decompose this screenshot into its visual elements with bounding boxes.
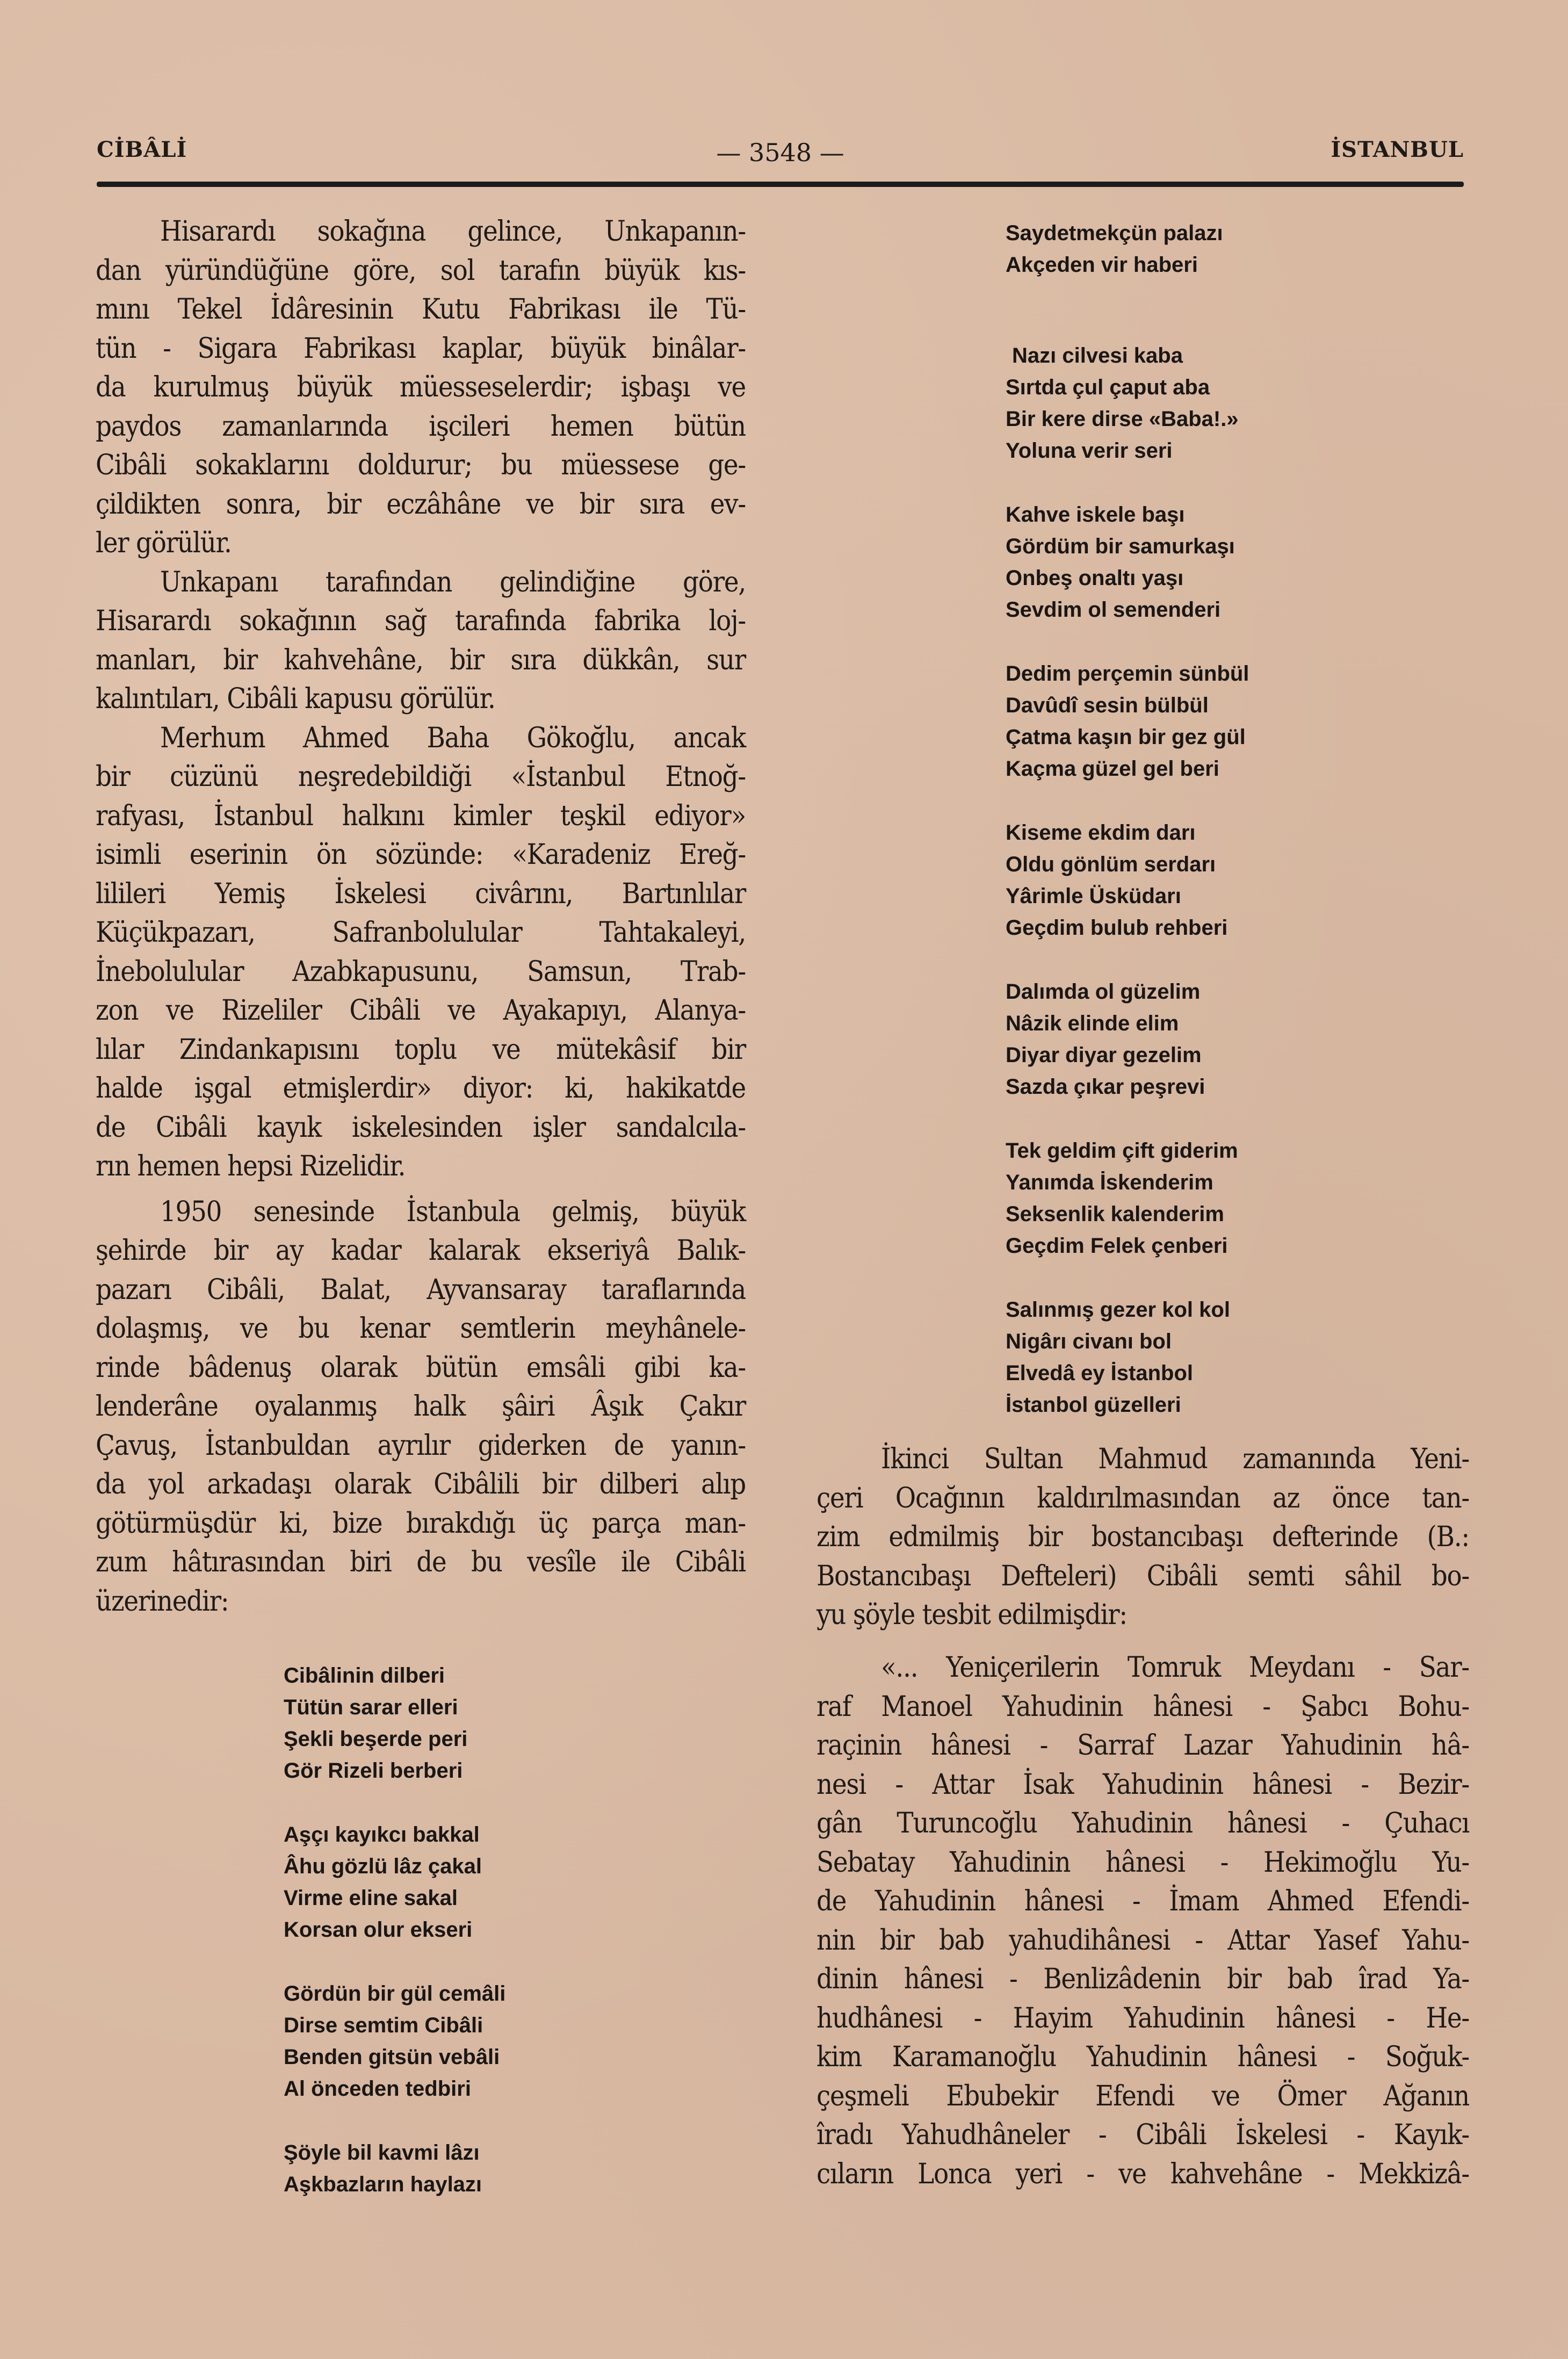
page-number: — 3548 — — [716, 138, 844, 167]
poem-verse: Benden gitsün vebâli — [284, 2045, 500, 2069]
poem-verse: Oldu gönlüm serdarı — [1006, 853, 1216, 876]
text-line: Bostancıbaşı Defteleri) Cibâli semti sâhil bo- — [816, 1560, 1469, 1592]
poem-verse: Elvedâ ey İstanbol — [1006, 1361, 1194, 1385]
text-line: gân Turuncoğlu Yahudinin hânesi - Çuhacı — [816, 1807, 1469, 1839]
poem-verse: Geçdim Felek çenberi — [1006, 1234, 1228, 1258]
paragraph-gokoglu — [96, 719, 746, 1186]
text-line: Çavuş, İstanbuldan ayrılır giderken de yanın- — [96, 1429, 746, 1462]
text-line: rinde bâdenuş olarak bütün emsâli gibi ka- — [96, 1351, 746, 1384]
text-line: «... Yeniçerilerin Tomruk Meydanı - Sar- — [881, 1651, 1469, 1684]
paragraph-asik-cakir — [96, 1193, 746, 1621]
poem-verse: Kaçma güzel gel beri — [1006, 757, 1219, 781]
text-line: raçinin hânesi - Sarraf Lazar Yahudinin hâ- — [816, 1729, 1469, 1762]
text-line: Unkapanı tarafından gelindiğine göre, — [160, 566, 746, 598]
text-line: Hisarardı sokağına gelince, Unkapanın- — [160, 215, 746, 248]
text-line: lılar Zindankapısını toplu ve mütekâsif bir — [96, 1033, 746, 1066]
poem-stanza — [1006, 218, 1249, 281]
text-line: yu şöyle tesbit edilmişdir: — [816, 1599, 1127, 1631]
poem-verse: Diyar diyar gezelim — [1006, 1043, 1202, 1067]
text-line: kim Karamanoğlu Yahudinin hânesi - Soğuk- — [816, 2041, 1469, 2073]
poem-verse: Dedim perçemin sünbül — [1006, 662, 1249, 686]
text-line: Merhum Ahmed Baha Gökoğlu, ancak — [160, 722, 746, 754]
text-line: Cibâli sokaklarını doldurur; bu müessese ge- — [96, 449, 746, 481]
poem-stanza — [1006, 976, 1249, 1103]
poem-verse: Tek geldim çift giderim — [1006, 1139, 1238, 1163]
text-line: götürmüşdür ki, bize bırakdığı üç parça man- — [96, 1507, 746, 1540]
poem-stanza — [284, 1978, 505, 2105]
poem-stanza — [284, 2137, 505, 2201]
poem-verse: Virme eline sakal — [284, 1886, 458, 1910]
paragraph-quotation — [816, 1648, 1469, 2194]
poem-verse: Sazda çıkar peşrevi — [1006, 1075, 1205, 1099]
poem-left — [284, 1660, 505, 2233]
text-line: manları, bir kahvehâne, bir sıra dükkân, sur — [96, 644, 746, 676]
text-line: halde işgal etmişlerdir» diyor: ki, hakikatde — [96, 1072, 746, 1105]
text-line: lenderâne oyalanmış halk şâiri Âşık Çakır — [96, 1390, 746, 1423]
paragraph-unkapani — [96, 563, 746, 719]
poem-verse: Nigârı civanı bol — [1006, 1330, 1172, 1353]
header-rule — [97, 182, 1464, 187]
poem-verse: Yanımda İskenderim — [1006, 1171, 1213, 1194]
poem-verse: Nâzik elinde elim — [1006, 1012, 1179, 1035]
poem-verse: Korsan olur ekseri — [284, 1918, 473, 1942]
text-line: Hisarardı sokağının sağ tarafında fabrika loj- — [96, 605, 746, 637]
text-line: İnebolulular Azabkapusunu, Samsun, Trab- — [96, 955, 746, 988]
text-line: paydos zamanlarında işcileri hemen bütün — [96, 410, 746, 443]
text-line: zon ve Rizeliler Cibâli ve Ayakapıyı, Alanya- — [96, 994, 746, 1027]
poem-stanza — [284, 1819, 505, 1946]
poem-right — [1006, 218, 1249, 1453]
text-line: cıların Lonca yeri - ve kahvehâne - Mekkizâ- — [816, 2158, 1469, 2190]
right-prose-quotation — [816, 1648, 1469, 2194]
poem-verse: Davûdî sesin bülbül — [1006, 694, 1209, 717]
text-line: da kurulmuş büyük müesseselerdir; işbaşı ve — [96, 371, 746, 403]
text-line: İkinci Sultan Mahmud zamanında Yeni- — [881, 1443, 1469, 1475]
text-line: çeşmeli Ebubekir Efendi ve Ömer Ağanın — [816, 2080, 1469, 2112]
text-line: çildikten sonra, bir eczâhâne ve bir sıra ev- — [96, 488, 746, 521]
paragraph-hisarardi — [96, 212, 746, 563]
text-line: zum hâtırasından biri de bu vesîle ile Cibâli — [96, 1546, 746, 1578]
poem-verse: Seksenlik kalenderim — [1006, 1202, 1224, 1226]
poem-verse: Yoluna verir seri — [1006, 439, 1173, 463]
text-line: pazarı Cibâli, Balat, Ayvansaray taraflarında — [96, 1273, 746, 1306]
text-line: şehirde bir ay kadar kalarak ekseriyâ Balık- — [96, 1235, 746, 1267]
text-line: dinin hânesi - Benlizâdenin bir bab îrad Ya- — [816, 1963, 1469, 1995]
poem-verse: Kahve iskele başı — [1006, 503, 1185, 526]
text-line: Küçükpazarı, Safranbolulular Tahtakaleyi, — [96, 917, 746, 949]
poem-verse: Gördün bir gül cemâli — [284, 1982, 506, 2005]
text-line: raf Manoel Yahudinin hânesi - Şabcı Bohu- — [816, 1690, 1469, 1723]
text-line: çeri Ocağının kaldırılmasından az önce tan- — [816, 1482, 1469, 1514]
poem-verse: Al önceden tedbiri — [284, 2077, 471, 2101]
page-header — [97, 137, 1464, 180]
poem-verse: Çatma kaşın bir gez gül — [1006, 725, 1246, 749]
poem-verse: Şekli beşerde peri — [284, 1727, 468, 1751]
text-line: dan yüründüğüne göre, sol tarafın büyük kıs- — [96, 254, 746, 287]
poem-verse: Yârimle Üsküdarı — [1006, 884, 1181, 908]
poem-verse: Bir kere dirse «Baba!.» — [1006, 407, 1239, 431]
text-line: mını Tekel İdâresinin Kutu Fabrikası ile Tü- — [96, 293, 746, 326]
text-line: ler görülür. — [96, 527, 232, 559]
poem-stanza — [1006, 817, 1249, 944]
poem-stanza — [1006, 340, 1249, 467]
text-line: bir cüzünü neşredebildiği «İstanbul Etnoğ- — [96, 761, 746, 793]
running-head-right: İSTANBUL — [1331, 137, 1464, 162]
text-line: üzerinedir: — [96, 1585, 229, 1618]
text-line: tün - Sigara Fabrikası kaplar, büyük binâlar- — [96, 332, 746, 365]
poem-verse: Onbeş onaltı yaşı — [1006, 566, 1184, 590]
text-line: isimli eserinin ön sözünde: «Karadeniz Ereğ- — [96, 839, 746, 871]
poem-verse: Gördüm bir samurkaşı — [1006, 535, 1235, 558]
poem-verse: Dirse semtim Cibâli — [284, 2014, 483, 2037]
poem-verse: Saydetmekçün palazı — [1006, 221, 1223, 245]
poem-verse: Cibâlinin dilberi — [284, 1664, 445, 1687]
poem-verse: Salınmış gezer kol kol — [1006, 1298, 1230, 1322]
paragraph-bostancibasi — [816, 1440, 1469, 1635]
poem-verse: Sırtda çul çaput aba — [1006, 376, 1210, 399]
poem-verse: Aşçı kayıkcı bakkal — [284, 1823, 480, 1846]
poem-verse: Sevdim ol semenderi — [1006, 598, 1221, 622]
text-line: 1950 senesinde İstanbula gelmiş, büyük — [160, 1195, 746, 1228]
poem-stanza — [284, 1660, 505, 1787]
poem-stanza — [1006, 658, 1249, 785]
running-head-left: CİBÂLİ — [97, 137, 187, 162]
text-line: zim edmilmiş bir bostancıbaşı defterinde (B.: — [816, 1521, 1469, 1553]
text-line: de Yahudinin hânesi - İmam Ahmed Efendi- — [816, 1885, 1469, 1917]
poem-verse: Kiseme ekdim darı — [1006, 821, 1196, 845]
text-line: dolaşmış, ve bu kenar semtlerin meyhânele- — [96, 1312, 746, 1345]
text-line: nin bir bab yahudihânesi - Attar Yasef Yahu- — [816, 1924, 1469, 1957]
poem-verse: Nazı cilvesi kaba — [1012, 344, 1183, 367]
left-column — [96, 212, 746, 1621]
poem-verse: Dalımda ol güzelim — [1006, 980, 1201, 1004]
text-line: kalıntıları, Cibâli kapusu görülür. — [96, 683, 495, 715]
poem-verse: İstanbol güzelleri — [1006, 1393, 1181, 1417]
text-line: hudhânesi - Hayim Yahudinin hânesi - He- — [816, 2002, 1469, 2035]
poem-verse: Şöyle bil kavmi lâzı — [284, 2141, 480, 2165]
poem-verse: Geçdim bulub rehberi — [1006, 916, 1228, 940]
text-line: îradı Yahudhâneler - Cibâli İskelesi - Kayık- — [816, 2119, 1469, 2151]
poem-verse: Akçeden vir haberi — [1006, 253, 1198, 277]
poem-stanza — [1006, 499, 1249, 626]
poem-verse: Gör Rizeli berberi — [284, 1759, 463, 1783]
text-line: rın hemen hepsi Rizelidir. — [96, 1150, 406, 1182]
text-line: de Cibâli kayık iskelesinden işler sandalcıla- — [96, 1111, 746, 1144]
text-line: da yol arkadaşı olarak Cibâlili bir dilberi alıp — [96, 1468, 746, 1500]
text-line: Sebatay Yahudinin hânesi - Hekimoğlu Yu- — [816, 1846, 1469, 1879]
right-prose-sultan-mahmud — [816, 1440, 1469, 1635]
poem-verse: Aşkbazların haylazı — [284, 2173, 482, 2196]
text-line: nesi - Attar İsak Yahudinin hânesi - Bezir- — [816, 1768, 1469, 1801]
poem-stanza — [1006, 1135, 1249, 1262]
poem-stanza — [1006, 1294, 1249, 1421]
text-line: rafyası, İstanbul halkını kimler teşkil ediyor» — [96, 799, 746, 832]
text-line: lilileri Yemiş İskelesi civârını, Bartınlılar — [96, 877, 746, 910]
poem-verse: Tütün sarar elleri — [284, 1696, 458, 1719]
poem-verse: Âhu gözlü lâz çakal — [284, 1855, 482, 1878]
